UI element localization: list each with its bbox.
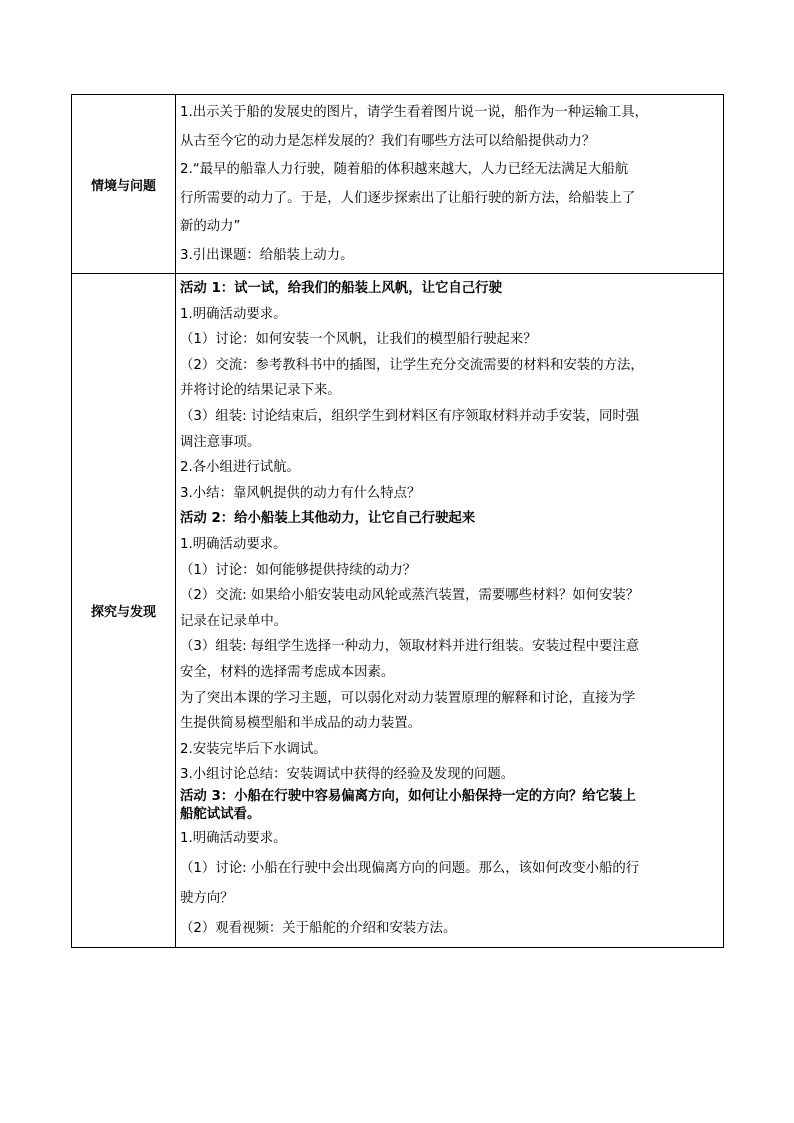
- section-label-exploration: 探究与发现: [72, 274, 176, 948]
- activity-heading: 活动 1：试一试，给我们的船装上风帆，让它自己行驶: [180, 281, 502, 296]
- content-line: 2.“最早的船靠人力行驶，随着船的体积越来越大，人力已经无法满足大船航: [180, 162, 629, 177]
- section-content-situation: [176, 95, 724, 274]
- activity-heading: 活动 3：小船在行驶中容易偏离方向，如何让小船保持一定的方向？给它装上: [180, 788, 636, 804]
- content-line: 3.小组讨论总结：安装调试中获得的经验及发现的问题。: [180, 767, 515, 783]
- content-line: 记录在记录单中。: [180, 613, 288, 629]
- table-row-exploration: [72, 274, 724, 948]
- activity-heading: 船舵试试看。: [180, 806, 261, 822]
- content-line: （1）讨论：如何安装一个风帆，让我们的模型船行驶起来？: [180, 332, 537, 348]
- content-line: 新的动力”: [180, 219, 241, 234]
- content-line: 1.明确活动要求。: [180, 536, 287, 552]
- content-line: 1.明确活动要求。: [180, 830, 287, 846]
- content-line: 3.小结：靠风帆提供的动力有什么特点？: [180, 485, 421, 501]
- section-label-situation: 情境与问题: [72, 95, 176, 274]
- content-line: 2.各小组进行试航。: [180, 460, 300, 476]
- content-line: 调注意事项。: [180, 434, 261, 450]
- lesson-plan-table: [71, 94, 724, 948]
- content-line: 安全，材料的选择需考虑成本因素。: [180, 664, 395, 680]
- content-line: 行所需要的动力了。于是，人们逐步探索出了让船行驶的新方法，给船装上了: [180, 190, 636, 206]
- content-line: 驶方向？: [180, 890, 234, 906]
- content-line: 并将讨论的结果记录下来。: [180, 383, 341, 399]
- content-line: 2.安装完毕后下水调试。: [180, 741, 327, 757]
- content-line: （2）观看视频：关于船舵的介绍和安装方法。: [180, 920, 457, 936]
- content-line: 从古至今它的动力是怎样发展的？我们有哪些方法可以给船提供动力？: [180, 133, 596, 149]
- content-line: （2）交流: 如果给小船安装电动风轮或蒸汽装置，需要哪些材料？如何安装？: [180, 588, 640, 604]
- content-line: （3）组装: 每组学生选择一种动力，领取材料并进行组装。安装过程中要注意: [180, 639, 640, 655]
- activity-heading: 活动 2：给小船装上其他动力，让它自己行驶起来: [180, 511, 476, 527]
- content-line: 1.出示关于船的发展史的图片，请学生看着图片说一说，船作为一种运输工具，: [180, 105, 649, 120]
- content-line: 生提供简易模型船和半成品的动力装置。: [180, 716, 422, 732]
- content-line: 为了突出本课的学习主题，可以弱化对动力装置原理的解释和讨论，直接为学: [180, 690, 636, 706]
- content-line: 3.引出课题：给船装上动力。: [180, 247, 354, 263]
- table-row-situation: [72, 95, 724, 274]
- content-line: （3）组装: 讨论结束后，组织学生到材料区有序领取材料并动手安装，同时强: [180, 408, 640, 424]
- content-line: （2）交流：参考教科书中的插图，让学生充分交流需要的材料和安装的方法，: [180, 357, 644, 373]
- content-line: （1）讨论: 小船在行驶中会出现偏离方向的问题。那么，该如何改变小船的行: [180, 860, 640, 876]
- section-content-exploration: [176, 274, 724, 948]
- content-line: （1）讨论：如何能够提供持续的动力？: [180, 562, 417, 578]
- content-line: 1.明确活动要求。: [180, 306, 287, 322]
